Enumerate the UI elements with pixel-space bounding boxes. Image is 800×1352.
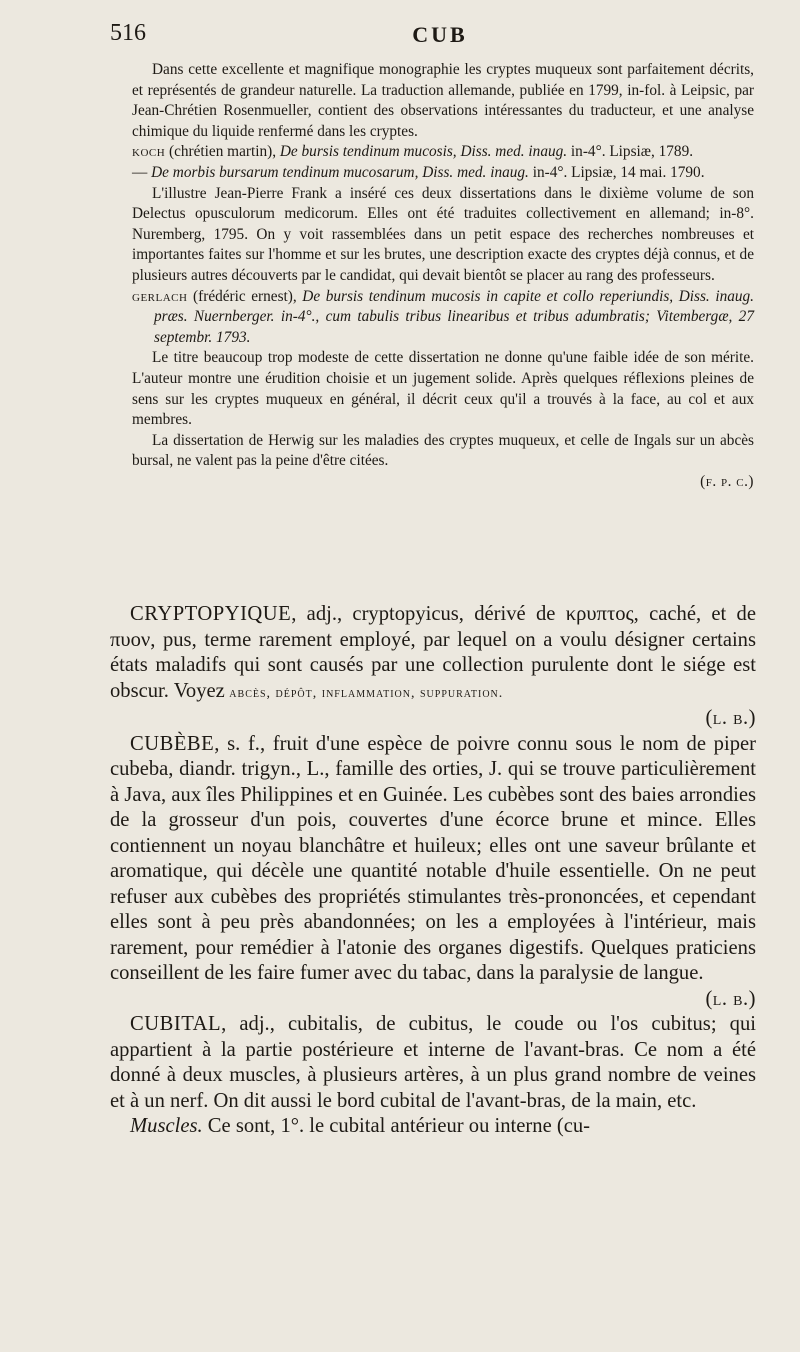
entry-headword: CUBÈBE [130, 732, 215, 755]
entry-headword: CRYPTOPYIQUE [130, 603, 292, 625]
bib-title: De bursis tendinum mucosis in capite et collo reperiundis, Diss. inaug. præs. Nuernberger. [154, 287, 754, 326]
bib-paragraph: L'illustre Jean-Pierre Frank a inséré ces deux dissertations dans le dixième volume de son Delectus opusculorum medicorum. Elles ont été traduites collectivement en allemand; in-8°. Nuremberg, 1795. On y voit rassemblées dans un petit espace des recherches nombreuses et importantes faites sur l'homme et sur les brutes, une description exacte des cryptes déjà connus, et de plusieurs autres découverts par le candidat, qui devait bientôt se placer au rang des professeurs. [132, 184, 754, 284]
entry-cryptopyique: CRYPTOPYIQUE, adj., cryptopyicus, dérivé de κρυπτος, caché, et de πυον, pus, terme rarement employé, par lequel on a voulu désigner certains états maladifs qui sont causés par une collection purulente dont le siége est obscur. Voyez abcès, dépôt, inflammation, suppuration. [110, 603, 756, 702]
entry-headword: CUBITAL [130, 1013, 222, 1035]
bib-paragraph: Dans cette excellente et magnifique monographie les cryptes muqueux sont parfaitement décrits, et représentés de grandeur naturelle. La traduction allemande, publiée en 1799, in-fol. à Leipsic, par Jean-Chrétien Rosenmueller, contient des observations intéressantes du traducteur, et une analyse chimique du liquide renfermé dans les cryptes. [132, 61, 754, 140]
subentry-muscles: Muscles. Ce sont, 1°. le cubital antérieur ou interne (cu- [130, 1115, 591, 1137]
author-signature: (l. b.) [705, 707, 756, 729]
bib-title: De bursis tendinum mucosis, Diss. med. inaug. [279, 143, 568, 161]
page-number: 516 [110, 20, 146, 46]
bibliography-section [132, 60, 754, 492]
bib-author: koch [132, 143, 166, 161]
entry-cubebe: CUBÈBE, s. f., fruit d'une espèce de poivre connu sous le nom de piper cubeba, diandr. trigyn., L., famille des orties, J. qui se trouve particulièrement à Java, aux îles Philippines et en Guinée. Les cubèbes sont des baies arrondies de la grosseur d'un pois, couvertes d'une écorce brune et mince. Elles contiennent un noyau blanchâtre et huileux; elles ont une saveur brûlante et aromatique, qui décèle une quantité notable d'huile essentielle. On ne peut refuser aux cubèbes des propriétés stimulantes très-prononcées, et cependant elles sont à peu près abandonnées; on les a employées à l'intérieur, mais rarement, pour remédier à l'atonie des organes digestifs. Quelques praticiens conseillent de les faire fumer avec du tabac, dans la paralysie de langue. [110, 732, 756, 984]
subentry-label: Muscles. [130, 1115, 203, 1137]
author-signature: (f. p. c.) [700, 472, 754, 490]
see-also-list: abcès, dépôt, inflammation, suppuration. [224, 685, 504, 701]
bib-paragraph: La dissertation de Herwig sur les maladies des cryptes muqueux, et celle de Ingals sur un abcès bursal, ne valent pas la peine d'être citées. [132, 431, 754, 470]
author-signature: (l. b.) [705, 987, 756, 1010]
entry-cubital: CUBITAL, adj., cubitalis, de cubitus, le coude ou l'os cubitus; qui appartient à la partie postérieure et interne de l'avant-bras. Ce nom a été donné à deux muscles, à plusieurs artères, à un plus grand nombre de veines et à un nerf. On dit aussi le bord cubital de l'avant-bras, de la main, etc. [110, 1013, 756, 1112]
bib-entry: — De morbis bursarum tendinum mucosarum, Diss. med. inaug. in-4°. Lipsiæ, 14 mai. 1790. [132, 163, 705, 181]
bib-author: gerlach [132, 287, 188, 305]
bib-entry: gerlach (frédéric ernest), De bursis tendinum mucosis in capite et collo reperiundis, Diss. inaug. præs. Nuernberger. in-4°., cum tabulis tribus linearibus et tribus adumbratis; Vitembergæ, 27 septembr. 1793. [132, 287, 754, 346]
bib-paragraph: Le titre beaucoup trop modeste de cette dissertation ne donne qu'une faible idée de son mérite. L'auteur montre une érudition choisie et un jugement solide. Après quelques réflexions pleines de sens sur les cryptes muqueux en général, il décrit ceux qu'il a trouvés à la face, au col et aux membres. [132, 349, 754, 429]
bib-entry: koch (chrétien martin), De bursis tendinum mucosis, Diss. med. inaug. in-4°. Lipsiæ, 1789. [132, 143, 694, 161]
bib-title: De morbis bursarum tendinum mucosarum, Diss. med. inaug. [151, 163, 529, 181]
running-header [110, 20, 770, 54]
dictionary-entries [110, 602, 756, 1140]
running-title: CUB [412, 22, 468, 47]
